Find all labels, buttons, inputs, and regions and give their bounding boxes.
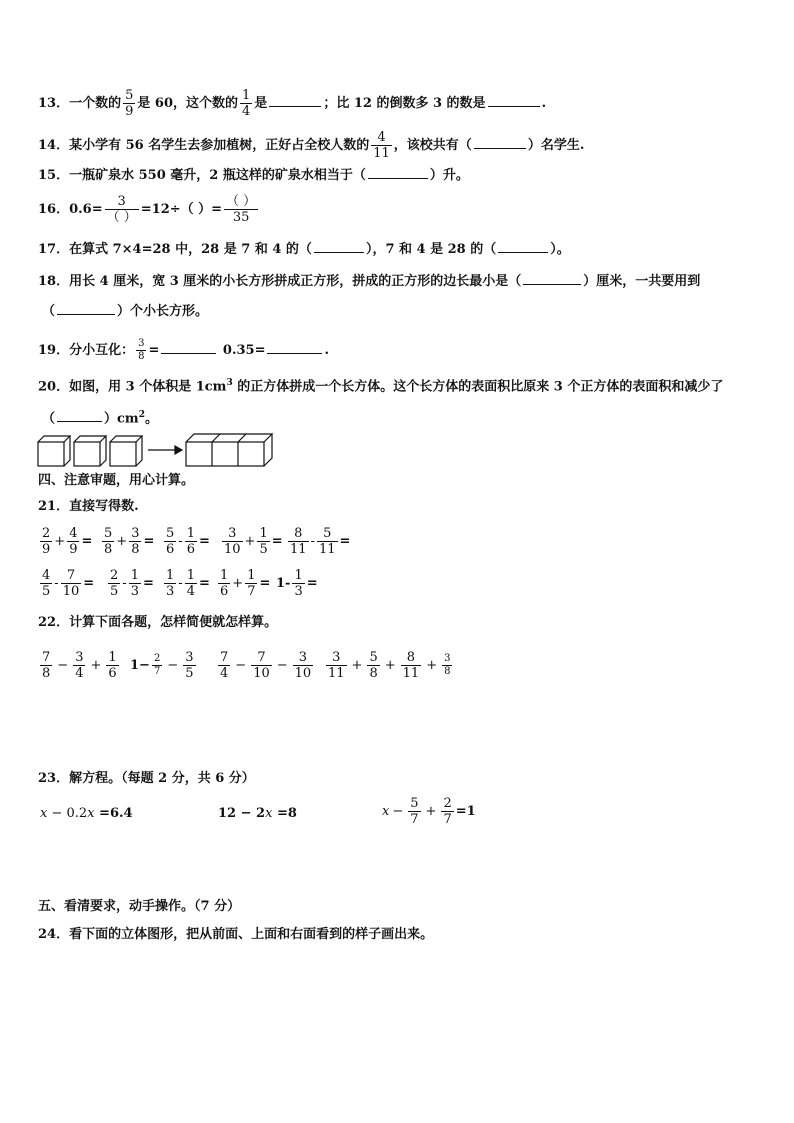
q-text: ）。 xyxy=(550,242,570,257)
fraction xyxy=(293,650,314,681)
denominator: 8 xyxy=(369,666,378,681)
numerator: 2 xyxy=(153,653,161,664)
denominator: 9 xyxy=(69,542,78,557)
question-20-line2 xyxy=(42,406,158,428)
denominator: 8 xyxy=(138,351,145,362)
fraction xyxy=(40,526,52,557)
operator: + xyxy=(351,658,363,673)
fraction xyxy=(105,194,139,225)
answer-blank[interactable] xyxy=(488,94,540,107)
q-text: 某小学有 56 名学生去参加植树，正好占全校人数的 xyxy=(69,138,370,153)
q-text: 计算下面各题，怎样简便就怎样算。 xyxy=(69,615,278,630)
expr-prefix: 1− xyxy=(130,658,150,673)
q-text: . xyxy=(541,96,547,111)
denominator: 3 xyxy=(166,584,175,599)
fraction xyxy=(222,526,243,557)
operator: − xyxy=(235,658,247,673)
fraction xyxy=(123,88,135,119)
numerator: 3 xyxy=(444,653,451,664)
fraction xyxy=(136,338,146,363)
variable-x: x xyxy=(382,804,390,819)
numerator: 5 xyxy=(369,650,378,665)
denominator: 5 xyxy=(259,542,268,557)
denominator: 8 xyxy=(42,666,51,681)
cube-2 xyxy=(74,436,106,466)
numerator: 1 xyxy=(220,568,229,583)
denominator: 3 xyxy=(294,584,303,599)
q22-expr-4 xyxy=(324,650,454,681)
question-23 xyxy=(38,770,255,788)
numerator: 4 xyxy=(42,568,51,583)
question-24 xyxy=(38,926,433,944)
numerator: 5 xyxy=(104,526,113,541)
answer-blank[interactable] xyxy=(523,272,581,285)
operator: - xyxy=(54,576,59,591)
answer-blank[interactable] xyxy=(314,240,364,253)
superscript: 2 xyxy=(138,410,145,420)
numerator: 1 xyxy=(247,568,256,583)
fraction xyxy=(367,650,379,681)
q23-eq-2 xyxy=(218,806,297,821)
denominator: 10 xyxy=(253,666,270,681)
equals: = xyxy=(81,534,93,549)
numerator: 3 xyxy=(293,650,314,666)
equals: = xyxy=(306,576,318,591)
denominator: 4 xyxy=(220,666,229,681)
fraction xyxy=(185,568,197,599)
q-number: 13． xyxy=(38,96,70,111)
eq-text: =8 xyxy=(272,806,297,821)
q-text: ）个小长方形。 xyxy=(117,304,209,319)
denominator: 6 xyxy=(166,542,175,557)
denominator: 7 xyxy=(247,584,256,599)
q21-item xyxy=(162,568,210,599)
answer-blank[interactable] xyxy=(267,341,322,354)
fraction xyxy=(245,568,257,599)
q-text: 看下面的立体图形，把从前面、上面和右面看到的样子画出来。 xyxy=(69,927,434,942)
denominator: 8 xyxy=(104,542,113,557)
denominator: 11 xyxy=(373,146,390,161)
fraction xyxy=(152,653,162,678)
operator: − xyxy=(167,658,179,673)
q21-item xyxy=(286,526,350,557)
numerator: 2 xyxy=(110,568,119,583)
operator: - xyxy=(178,576,183,591)
q-number: 15． xyxy=(38,168,70,183)
numerator: 1 xyxy=(259,526,268,541)
numerator: 1 xyxy=(186,568,195,583)
q-text: 0.35= xyxy=(218,343,266,358)
q-number: 16． xyxy=(38,202,70,217)
fraction xyxy=(108,568,120,599)
denominator: 5 xyxy=(110,584,119,599)
q-text: ）厘米，一共要用到 xyxy=(583,274,701,289)
numerator: 4 xyxy=(371,130,392,146)
equals: = xyxy=(142,576,154,591)
fraction xyxy=(224,194,258,225)
fraction xyxy=(408,796,420,827)
numerator: 3 xyxy=(75,650,84,665)
cuboid xyxy=(186,434,272,466)
numerator: 5 xyxy=(166,526,175,541)
eq-text: 12 − 2 xyxy=(218,806,266,821)
numerator: 7 xyxy=(61,568,82,584)
operator: − xyxy=(276,658,288,673)
fraction xyxy=(183,650,195,681)
denominator: 35 xyxy=(232,210,250,225)
denominator: 3 xyxy=(130,584,139,599)
eq-text: =1 xyxy=(455,804,476,819)
numerator: 5 xyxy=(410,796,419,811)
q-text: 在算式 7×4=28 中，28 是 7 和 4 的（ xyxy=(69,242,312,257)
q-text: 是 60，这个数的 xyxy=(137,96,239,111)
q21-item xyxy=(220,526,283,557)
numerator: 3 xyxy=(326,650,347,666)
denominator: 11 xyxy=(290,542,307,557)
q-text: 是 xyxy=(254,96,268,111)
fraction xyxy=(185,526,197,557)
q-text: 解方程。（每题 2 分，共 6 分） xyxy=(69,771,255,786)
denominator: 7 xyxy=(410,812,419,827)
numerator: 3 xyxy=(222,526,243,542)
numerator: 1 xyxy=(294,568,303,583)
fraction xyxy=(40,568,52,599)
q-text: （ xyxy=(42,411,56,427)
cube-1 xyxy=(38,436,70,466)
operator: + xyxy=(232,576,244,591)
numerator: 1 xyxy=(186,526,195,541)
operator: + xyxy=(426,658,438,673)
q21-item xyxy=(216,568,270,599)
fraction xyxy=(40,650,52,681)
q22-expr-2 xyxy=(130,650,198,681)
fraction xyxy=(371,130,392,161)
equals: = xyxy=(271,534,283,549)
numerator: 3 xyxy=(131,526,140,541)
q23-eq-3 xyxy=(382,796,476,827)
question-18-line2 xyxy=(42,302,208,321)
q-text: 0.6= xyxy=(69,202,103,217)
expr-prefix: 1- xyxy=(276,576,291,591)
q-text: 的正方体拼成一个长方体。这个长方体的表面积比原来 3 个正方体的表面积和减少了 xyxy=(232,379,724,395)
operator: - xyxy=(178,534,183,549)
q21-row-1 xyxy=(38,526,778,566)
question-17 xyxy=(38,240,570,259)
q-text: ，该校共有（ xyxy=(393,138,472,153)
q-text: 。 xyxy=(144,411,158,427)
variable-x: x xyxy=(265,806,273,821)
denominator: 4 xyxy=(242,104,251,119)
fraction xyxy=(218,650,230,681)
answer-blank[interactable] xyxy=(269,94,321,107)
numerator: 3 xyxy=(185,650,194,665)
section-5-heading: 五、看清要求，动手操作。（7 分） xyxy=(38,899,241,914)
fraction xyxy=(73,650,85,681)
q21-item xyxy=(100,526,154,557)
fraction xyxy=(251,650,272,681)
q-number: 17． xyxy=(38,242,70,257)
q-text: . xyxy=(324,343,330,358)
equals: = xyxy=(198,576,210,591)
fraction xyxy=(164,526,176,557)
answer-blank[interactable] xyxy=(368,166,428,179)
cube-3 xyxy=(110,436,142,466)
q21-item xyxy=(162,526,210,557)
q-text: 直接写得数. xyxy=(69,499,139,514)
equals: = xyxy=(259,576,271,591)
numerator: 2 xyxy=(42,526,51,541)
equals: = xyxy=(339,534,351,549)
denominator: 6 xyxy=(108,666,117,681)
denominator: 4 xyxy=(186,584,195,599)
q-text: 如图，用 3 个体积是 1cm xyxy=(69,379,227,395)
numerator: 8 xyxy=(288,526,309,542)
denominator: 10 xyxy=(294,666,312,681)
denominator: 8 xyxy=(444,666,451,677)
denominator: 9 xyxy=(42,542,51,557)
q21-item xyxy=(38,568,94,599)
fraction xyxy=(441,796,453,827)
equals: = xyxy=(198,534,210,549)
operator: - xyxy=(122,576,127,591)
operator: - xyxy=(310,534,315,549)
operator: − xyxy=(57,658,69,673)
answer-blank[interactable] xyxy=(161,341,216,354)
numerator: 1 xyxy=(130,568,139,583)
operator: + xyxy=(116,534,128,549)
q-text: = xyxy=(148,343,160,358)
fraction xyxy=(218,568,230,599)
section-4-heading: 四、注意审题，用心计算。 xyxy=(38,473,195,488)
q-number: 21． xyxy=(38,499,70,514)
q-text: ），7 和 4 是 28 的（ xyxy=(365,242,497,257)
q-number: 18． xyxy=(38,274,70,289)
fraction xyxy=(102,526,114,557)
numerator: 1 xyxy=(166,568,175,583)
question-15 xyxy=(38,166,469,185)
q-number: 20． xyxy=(38,379,70,395)
numerator: 2 xyxy=(443,796,452,811)
fraction xyxy=(317,526,338,557)
denominator: 7 xyxy=(443,812,452,827)
question-14 xyxy=(38,130,584,161)
q22-expr-3 xyxy=(216,650,315,681)
q21-item xyxy=(106,568,154,599)
answer-blank[interactable] xyxy=(498,240,548,253)
denominator: 4 xyxy=(75,666,84,681)
q21-item xyxy=(38,526,92,557)
equals: = xyxy=(143,534,155,549)
q21-item xyxy=(276,568,318,599)
eq-text: − 0.2 xyxy=(47,806,88,821)
q-text: ）升。 xyxy=(429,168,469,183)
q23-eq-1 xyxy=(40,806,133,821)
numerator: 1 xyxy=(242,88,251,103)
numerator: 4 xyxy=(69,526,78,541)
cubes-figure xyxy=(36,430,276,470)
denominator: 6 xyxy=(220,584,229,599)
q-number: 22． xyxy=(38,615,70,630)
arrow-icon xyxy=(148,446,182,454)
q-number: 14． xyxy=(38,138,70,153)
q-number: 23． xyxy=(38,771,70,786)
denominator: 11 xyxy=(328,666,345,681)
superscript: 3 xyxy=(226,378,233,388)
q-text: ）名学生. xyxy=(527,138,585,153)
question-13 xyxy=(38,88,546,119)
fraction xyxy=(288,526,309,557)
fraction xyxy=(129,526,141,557)
denominator: 11 xyxy=(318,542,336,557)
question-21 xyxy=(38,498,139,516)
fraction xyxy=(61,568,82,599)
question-19 xyxy=(38,338,329,363)
denominator: 5 xyxy=(42,584,51,599)
q-text: 一个数的 xyxy=(69,96,122,111)
fraction xyxy=(164,568,176,599)
fraction xyxy=(257,526,269,557)
numerator: 1 xyxy=(108,650,117,665)
variable-x: x xyxy=(40,806,48,821)
denominator: 10 xyxy=(62,584,80,599)
fraction xyxy=(292,568,304,599)
denominator: 10 xyxy=(224,542,241,557)
fraction xyxy=(129,568,141,599)
numerator: 7 xyxy=(251,650,272,666)
answer-blank[interactable] xyxy=(474,136,526,149)
numerator: 8 xyxy=(401,650,422,666)
question-20 xyxy=(38,374,723,396)
numerator: 5 xyxy=(317,526,338,542)
numerator: 7 xyxy=(220,650,229,665)
eq-text: =6.4 xyxy=(94,806,133,821)
question-18 xyxy=(38,272,700,291)
denominator: 5 xyxy=(185,666,194,681)
answer-blank[interactable] xyxy=(57,302,115,315)
q-text: =12÷（ ）= xyxy=(140,202,223,217)
question-16 xyxy=(38,194,260,225)
q-number: 19． xyxy=(38,343,70,358)
q-text: 用长 4 厘米，宽 3 厘米的小长方形拼成正方形，拼成的正方形的边长最小是（ xyxy=(69,274,522,289)
q21-row-2 xyxy=(38,568,778,608)
q-text: （ xyxy=(42,304,56,319)
numerator: 7 xyxy=(42,650,51,665)
q-text: 一瓶矿泉水 550 毫升，2 瓶这样的矿泉水相当于（ xyxy=(69,168,366,183)
question-22 xyxy=(38,614,277,632)
answer-blank[interactable] xyxy=(57,409,102,422)
fraction xyxy=(67,526,79,557)
operator: + xyxy=(90,658,102,673)
operator: + xyxy=(54,534,66,549)
numerator: 5 xyxy=(125,88,134,103)
denominator: （ ） xyxy=(106,210,137,225)
denominator: 9 xyxy=(125,104,134,119)
operator: + xyxy=(244,534,256,549)
equals: = xyxy=(83,576,95,591)
q-text: ；比 12 的倒数多 3 的数是 xyxy=(323,96,486,111)
fraction xyxy=(401,650,422,681)
denominator: 8 xyxy=(131,542,140,557)
fraction xyxy=(326,650,347,681)
fraction xyxy=(442,653,452,678)
fraction xyxy=(240,88,252,119)
numerator: （ ） xyxy=(226,194,257,209)
fraction xyxy=(106,650,118,681)
q-text: ）cm xyxy=(104,411,139,427)
numerator: 3 xyxy=(105,194,139,210)
operator: + xyxy=(425,804,437,819)
variable-x: x xyxy=(87,806,95,821)
denominator: 6 xyxy=(186,542,195,557)
operator: + xyxy=(384,658,396,673)
q22-expr-1 xyxy=(38,650,121,681)
denominator: 7 xyxy=(153,666,161,677)
denominator: 11 xyxy=(402,666,420,681)
numerator: 3 xyxy=(138,338,145,349)
q-text: 分小互化： xyxy=(69,343,135,358)
operator: − xyxy=(392,804,404,819)
q-number: 24． xyxy=(38,927,70,942)
